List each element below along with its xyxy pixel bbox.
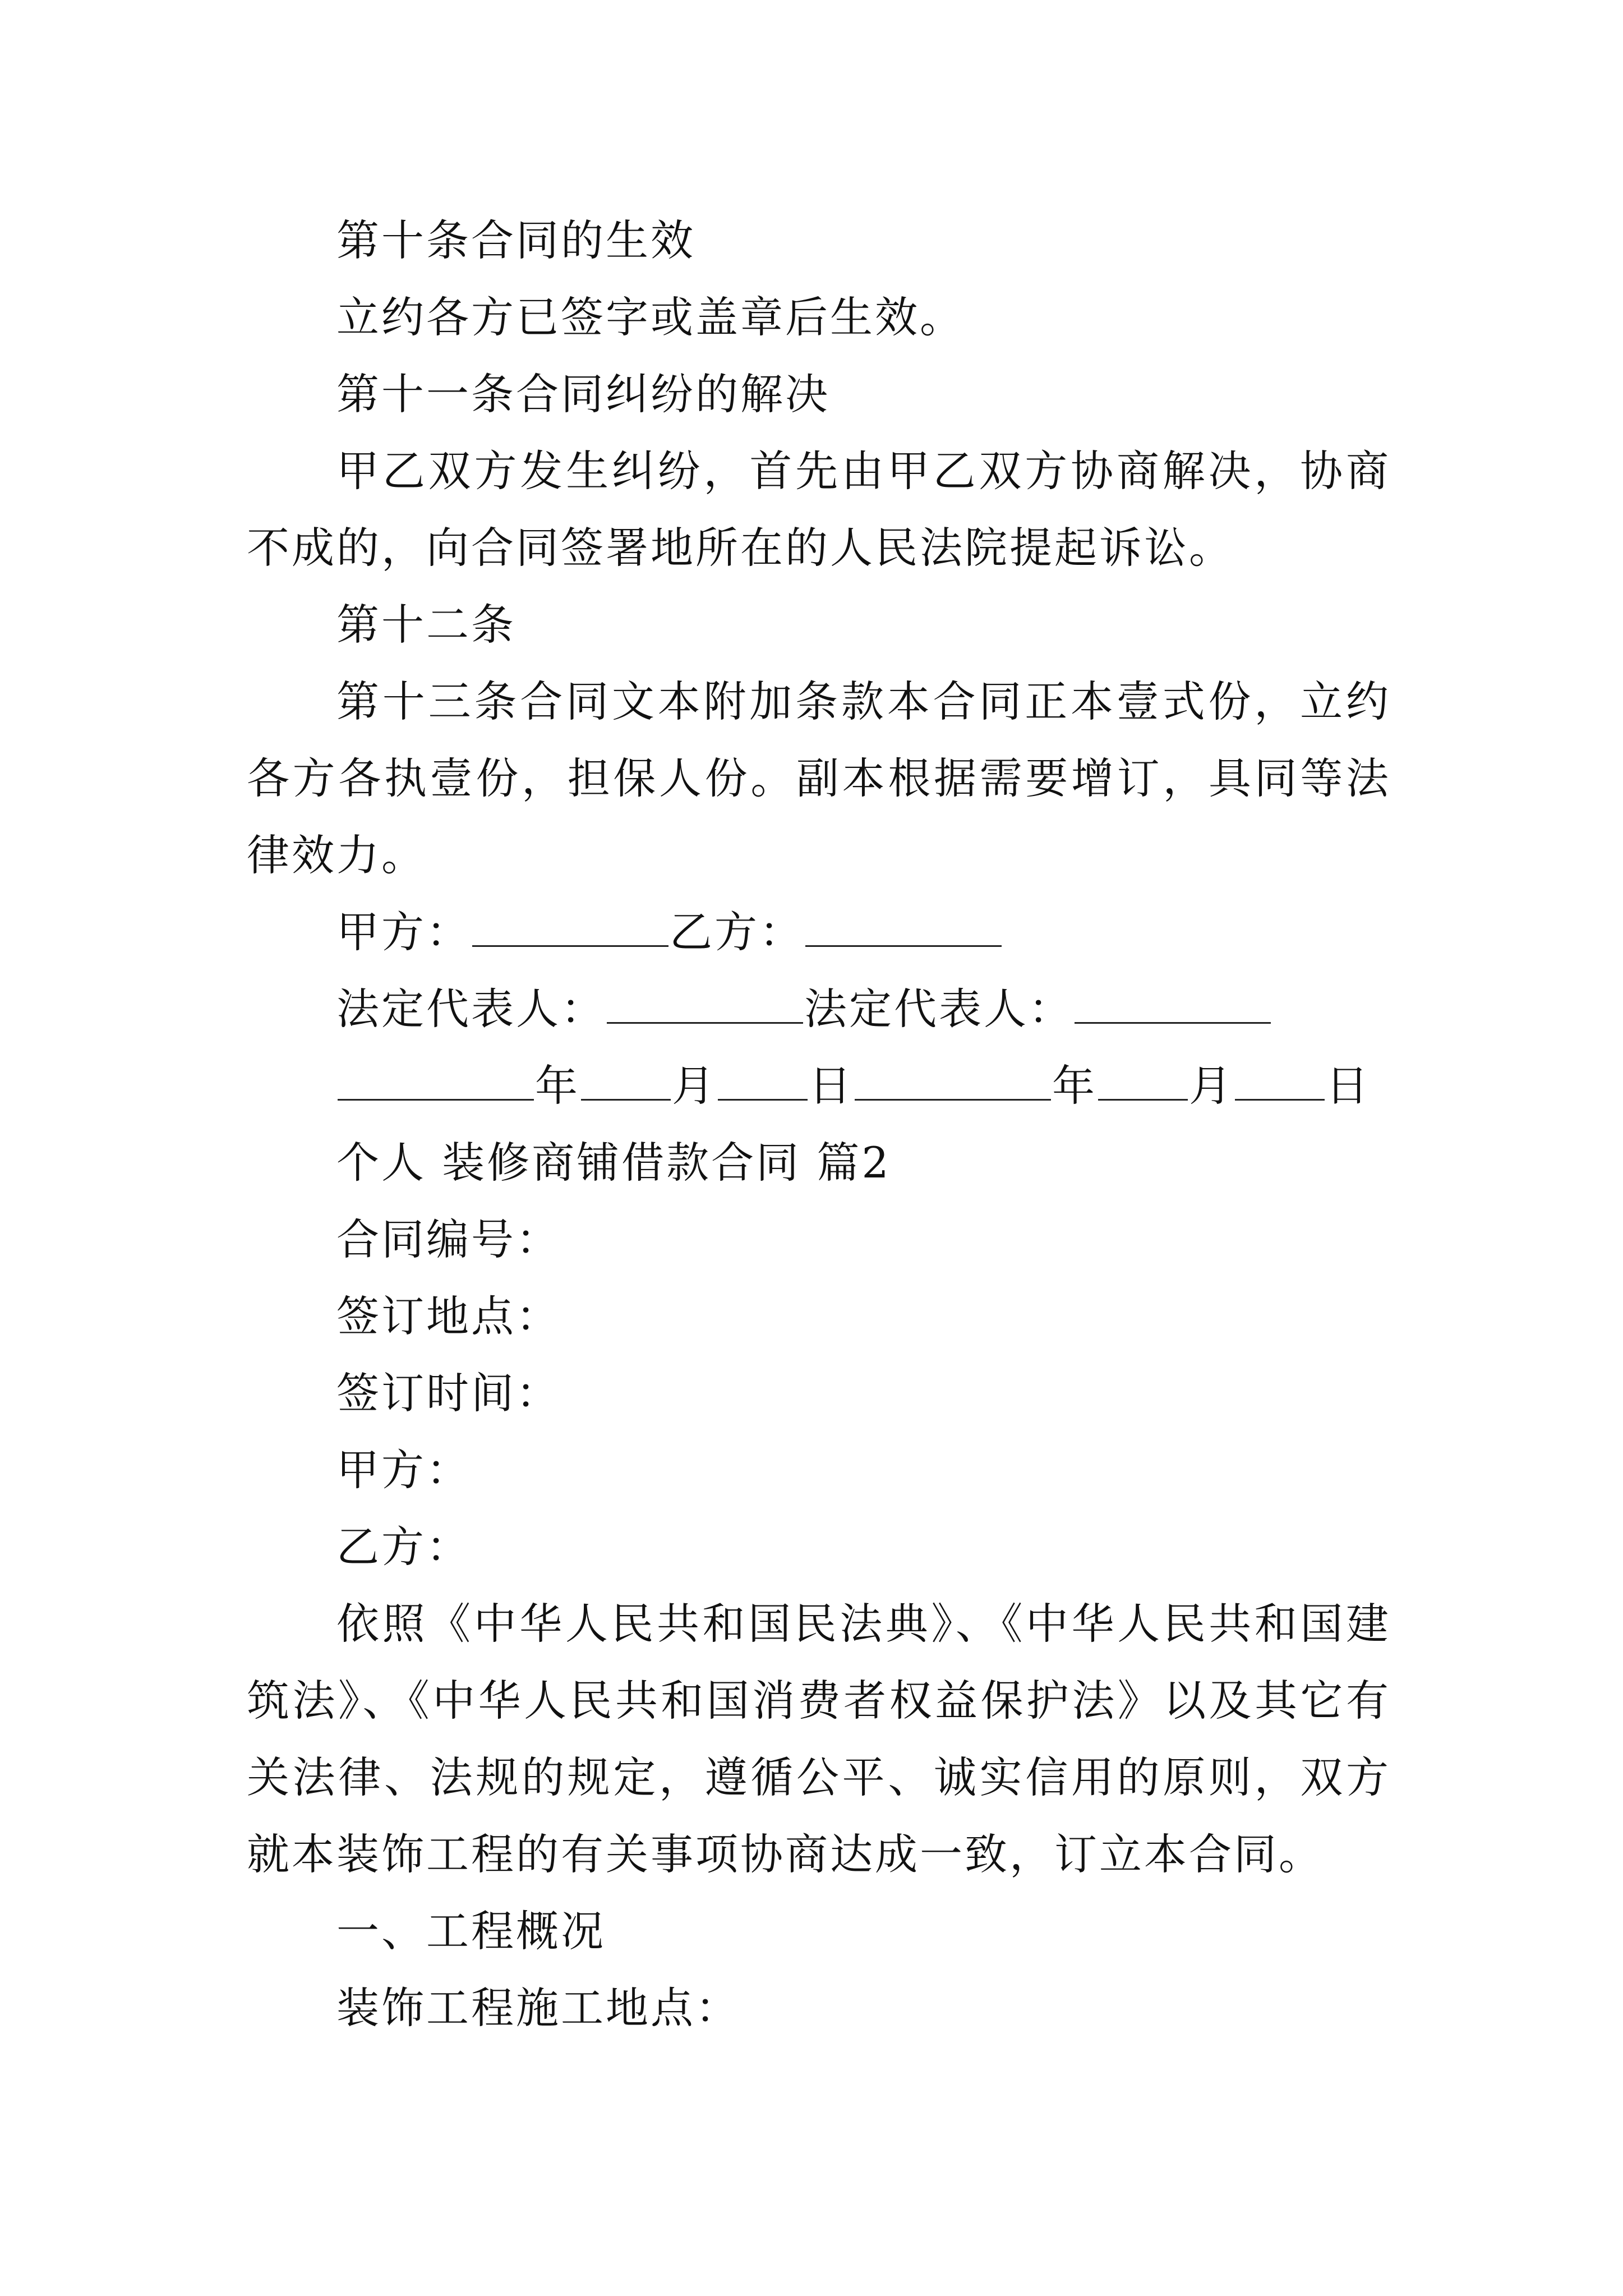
year-a-label: 年 [535, 1061, 580, 1111]
contract-number-field: 合同编号： [336, 1214, 561, 1264]
legal-rep-a-blank [607, 988, 803, 1024]
sign-place-field: 签订地点： [336, 1291, 561, 1341]
month-b-label: 月 [1189, 1061, 1234, 1111]
article-13-text: 第十三条合同文本附加条款本合同正本壹式份，立约各方各执壹份，担保人份。副本根据需要增订，具同等法律效力。 [247, 677, 1391, 880]
article-10-heading: 第十条合同的生效 [336, 215, 695, 265]
article-12-heading: 第十二条 [336, 600, 516, 650]
contract-2-title: 个人 装修商铺借款合同 篇2 [336, 1138, 891, 1188]
party-b-field: 乙方： [336, 1522, 471, 1572]
legal-rep-b-blank [1075, 988, 1271, 1024]
party-b-label: 乙方： [670, 907, 804, 957]
article-10-text: 立约各方已签字或盖章后生效。 [336, 292, 965, 342]
signature-party-line [247, 894, 1391, 970]
legal-rep-a-label: 法定代表人： [336, 984, 606, 1034]
party-a-blank [472, 912, 668, 947]
party-b-blank [805, 912, 1002, 947]
article-11-text: 甲乙双方发生纠纷，首先由甲乙双方协商解决，协商不成的，向合同签署地所在的人民法院提起诉讼。 [247, 446, 1391, 573]
party-a-field: 甲方： [336, 1445, 471, 1495]
year-a-blank [338, 1065, 534, 1101]
sign-time-field: 签订时间： [336, 1368, 561, 1418]
month-b-blank [1098, 1065, 1188, 1101]
year-b-blank [855, 1065, 1051, 1101]
document-body [247, 202, 1391, 2046]
site-field: 装饰工程施工地点： [336, 1983, 740, 2033]
signature-rep-line [247, 970, 1391, 1047]
day-b-blank [1235, 1065, 1325, 1101]
party-a-label: 甲方： [336, 907, 471, 957]
day-b-label: 日 [1326, 1061, 1371, 1111]
signature-date-line [247, 1047, 1391, 1124]
month-a-label: 月 [672, 1061, 717, 1111]
day-a-label: 日 [809, 1061, 854, 1111]
legal-rep-b-label: 法定代表人： [804, 984, 1073, 1034]
day-a-blank [718, 1065, 808, 1101]
year-b-label: 年 [1052, 1061, 1097, 1111]
month-a-blank [581, 1065, 671, 1101]
section-1-heading: 一、工程概况 [336, 1906, 606, 1956]
preamble-paragraph: 依照《中华人民共和国民法典》、《中华人民共和国建筑法》、《中华人民共和国消费者权益保护法》以及其它有关法律、法规的规定，遵循公平、诚实信用的原则，双方就本装饰工程的有关事项协商达成一致，订立本合同。 [247, 1599, 1391, 1879]
article-11-heading: 第十一条合同纠纷的解决 [336, 369, 830, 419]
